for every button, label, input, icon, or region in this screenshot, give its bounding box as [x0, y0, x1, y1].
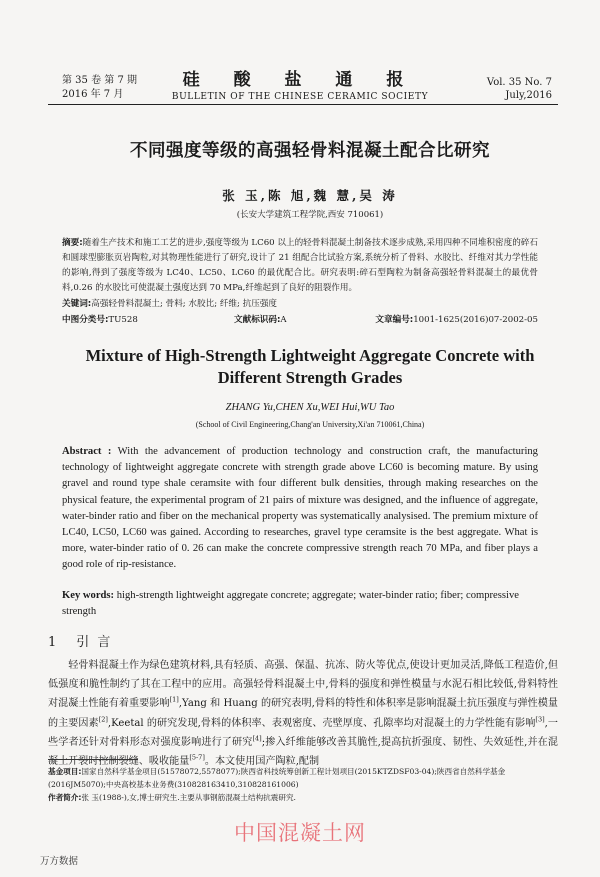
keywords-en-text: high-strength lightweight aggregate concrete; aggregate; water-binder ratio; fiber; compressive strength	[62, 590, 519, 617]
doc-value: A	[280, 315, 287, 325]
keywords-cn	[62, 297, 538, 311]
volume-issue-en: Vol. 35 No. 7	[486, 77, 552, 88]
paper-title-en-line2: Different Strength Grades	[217, 368, 403, 387]
abstract-cn	[62, 236, 538, 296]
funding-text: 国家自然科学基金项目(51578072,5578077);陕西省科技统筹创新工程计划项目(2015KTZDSF03-04);陕西省自然科学基金(2016JM5070);中央高校基本业务费(310828163410,310828161006)	[48, 767, 506, 789]
article-label: 文章编号:	[375, 315, 414, 325]
volume-issue-cn: 第 35 卷 第 7 期	[62, 75, 137, 86]
abstract-en-text: With the advancement of production technology and construction craft, the manufacturing technology of lightweight aggregate concrete with strength grade above LC60 is becoming mature. By using gravel and round type shale ceramsite with four different bulk densities, through making researches on the physical feature, the experimental program of 21 pairs of mixture was designed, and the influence of aggregate, water-binder ratio and fiber on the mechanical property was systematically analysised. The premium mixture of LC40, LC50, LC60 was gained. According to researches, gravel type ceramsite is the best aggregate. What is more, water-binder ratio of 0. 26 can make the concrete compressive strength reach 70 MPa, and fiber plays a good role of rip-resistance.	[62, 446, 538, 571]
section-number: 1	[48, 635, 59, 650]
author-bio-text: 张 玉(1988-),女,博士研究生.主要从事钢筋混凝土结构抗震研究.	[81, 793, 296, 802]
footnote	[48, 765, 558, 804]
citation-4[interactable]: [4]	[252, 734, 262, 743]
date-cn: 2016 年 7 月	[62, 89, 124, 100]
journal-name-en: BULLETIN OF THE CHINESE CERAMIC SOCIETY	[171, 92, 429, 102]
abstract-cn-label: 摘要:	[62, 238, 83, 248]
journal-name-cn: 硅 酸 盐 通 报	[182, 70, 418, 90]
article-number	[375, 313, 538, 327]
clc-value: TU528	[108, 315, 138, 325]
body-text-5: ;掺入纤维能够改善其脆性,提高抗折强度、韧性、失效延性,并在混凝土开裂时控制裂缝、吸收能量	[48, 736, 559, 768]
body-text-2: ,Yang 和 Huang 的研究表明,骨料的特性和体积率是影响混凝土抗压强度与弹性模量的主要因素	[48, 698, 559, 729]
citation-3[interactable]: [3]	[535, 715, 545, 724]
funding-note	[48, 765, 558, 791]
body-text-4: ,一些学者还针对骨料形态对强度影响进行了研究	[48, 717, 558, 748]
doc-label: 文献标识码:	[234, 315, 281, 325]
section-title: 引 言	[76, 635, 113, 650]
citation-5[interactable]: [5-7]	[189, 753, 205, 762]
author-bio	[48, 791, 558, 804]
abstract-cn-text: 随着生产技术和施工工艺的进步,强度等级为 LC60 以上的轻骨料混凝土制备技术逐步成熟,采用四种不同堆积密度的碎石和圆球型膨胀页岩陶粒,对其物理性能进行了研究,设计了 21 组配合比试验方案,系统分析了骨料、水胶比、纤维对其力学性能的影响,得到了强度等级为 LC40、LC50、LC60 的最优配合比。研究表明:碎石型陶粒为制备高强轻骨料混凝土的最优骨料,0.26 的水胶比可使混凝土强度达到 70 MPa,纤维起到了良好的阻裂作用。	[62, 238, 539, 293]
header-rule	[48, 104, 558, 105]
header-volume-cn	[62, 74, 137, 102]
funding-label: 基金项目:	[48, 767, 82, 776]
citation-2[interactable]: [2]	[98, 715, 108, 724]
keywords-en	[62, 588, 538, 620]
affiliation-en: (School of Civil Engineering,Chang'an University,Xi'an 710061,China)	[195, 420, 425, 429]
journal-name	[150, 70, 450, 103]
keywords-cn-text: 高强轻骨料混凝土; 骨料; 水胶比; 纤维; 抗压强度	[91, 299, 278, 309]
abstract-en	[62, 444, 538, 574]
date-en: July,2016	[505, 90, 552, 101]
paper-title-en	[40, 345, 580, 389]
body-paragraph	[48, 656, 558, 771]
source-label: 万方数据	[40, 856, 79, 867]
authors-en: ZHANG Yu,CHEN Xu,WEI Hui,WU Tao	[225, 402, 395, 413]
body-text-3: ,Keetal 的研究发现,骨料的体积率、表观密度、壳壁厚度、孔隙率均对混凝土的力学性能有影响	[107, 717, 536, 729]
authors-cn: 张 玉,陈 旭,魏 慧,吴 涛	[222, 188, 398, 203]
affiliation-cn: (长安大学建筑工程学院,西安 710061)	[236, 210, 384, 220]
footnote-rule	[48, 759, 138, 760]
clc-number	[62, 313, 138, 327]
abstract-en-label: Abstract :	[62, 446, 112, 457]
doc-code	[234, 313, 287, 327]
body-text-1: 轻骨料混凝土作为绿色建筑材料,具有轻质、高强、保温、抗冻、防火等优点,使设计更加灵活,降低工程造价,但低强度和脆性制约了其在工程中的应用。高强轻骨料混凝土中,骨料的强度和弹性模量与水泥石相比较低,骨料特性对混凝土性能有着重要影响	[48, 660, 558, 710]
paper-title-cn: 不同强度等级的高强轻骨料混凝土配合比研究	[130, 141, 490, 161]
header-volume-en	[487, 76, 552, 102]
article-value: 1001-1625(2016)07-2002-05	[413, 315, 538, 325]
keywords-cn-label: 关键词:	[62, 299, 92, 309]
author-bio-label: 作者简介:	[48, 793, 82, 802]
clc-label: 中图分类号:	[62, 315, 109, 325]
section-heading	[48, 631, 112, 650]
keywords-en-label: Key words:	[62, 590, 115, 601]
watermark: 中国混凝土网	[234, 821, 366, 845]
body-text-6: 。本文使用国产陶粒,配制	[204, 756, 320, 768]
paper-title-en-line1: Mixture of High-Strength Lightweight Aggregate Concrete with	[85, 346, 535, 365]
citation-1[interactable]: [1]	[169, 696, 179, 705]
